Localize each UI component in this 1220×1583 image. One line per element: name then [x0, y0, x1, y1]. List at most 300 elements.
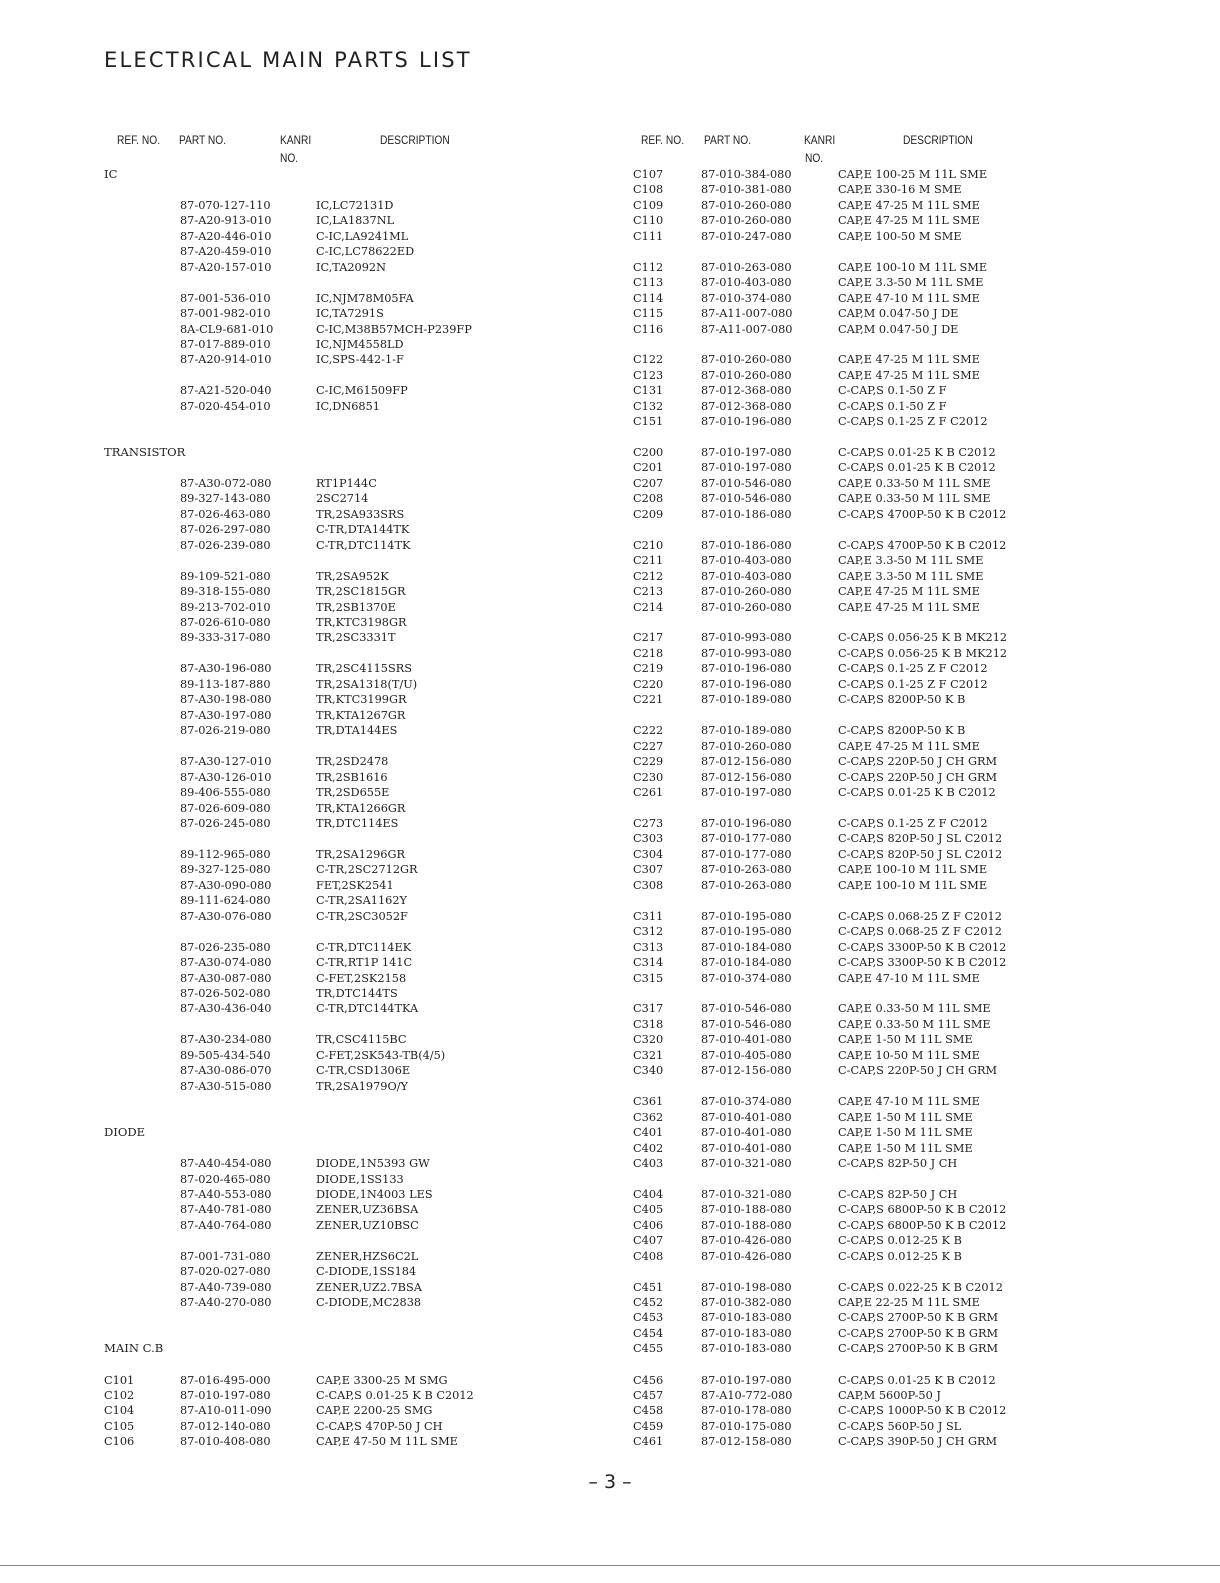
ref-no-cell: C313 — [633, 941, 664, 954]
description-cell: CAP,M 0.047-50 J DE — [838, 323, 959, 336]
part-no-cell: 87-070-127-110 — [180, 199, 271, 212]
ref-no-cell: C458 — [633, 1404, 664, 1417]
part-no-cell: 87-026-610-080 — [180, 616, 271, 629]
part-no-cell: 89-109-521-080 — [180, 570, 271, 583]
description-cell: C-CAP,S 0.01-25 K B C2012 — [316, 1389, 474, 1402]
part-no-cell: 87-010-384-080 — [701, 168, 792, 181]
description-cell: C-CAP,S 0.1-50 Z F — [838, 384, 947, 397]
part-no-cell: 89-327-125-080 — [180, 863, 271, 876]
part-no-cell: 87-A30-197-080 — [180, 709, 272, 722]
description-cell: C-FET,2SK543-TB(4/5) — [316, 1049, 446, 1062]
description-cell: C-TR,RT1P 141C — [316, 956, 413, 969]
ref-no-cell: C102 — [104, 1389, 135, 1402]
part-no-cell: 87-010-183-080 — [701, 1342, 792, 1355]
description-cell: TR,KTC3199GR — [316, 693, 407, 706]
description-cell: C-TR,DTC114EK — [316, 941, 412, 954]
description-cell: C-IC,M38B57MCH-P239FP — [316, 323, 472, 336]
part-no-cell: 87-010-260-080 — [701, 601, 792, 614]
ref-no-cell: C221 — [633, 693, 664, 706]
ref-no-cell: C312 — [633, 925, 664, 938]
ref-no-cell: C220 — [633, 678, 664, 691]
part-no-cell: 87-010-197-080 — [701, 446, 792, 459]
ref-no-cell: C123 — [633, 369, 664, 382]
description-cell: CAP,E 0.33-50 M 11L SME — [838, 1018, 991, 1031]
ref-no-cell: C461 — [633, 1435, 664, 1448]
part-no-cell: 87-010-189-080 — [701, 724, 792, 737]
part-no-cell: 89-111-624-080 — [180, 894, 271, 907]
description-cell: CAP,E 1-50 M 11L SME — [838, 1126, 973, 1139]
ref-no-cell: C303 — [633, 832, 664, 845]
description-cell: C-CAP,S 820P-50 J SL C2012 — [838, 832, 1003, 845]
description-cell: CAP,E 100-50 M SME — [838, 230, 962, 243]
part-no-cell: 89-327-143-080 — [180, 492, 271, 505]
description-cell: CAP,E 2200-25 SMG — [316, 1404, 433, 1417]
part-no-cell: 87-010-546-080 — [701, 1002, 792, 1015]
part-no-cell: 87-010-405-080 — [701, 1049, 792, 1062]
ref-no-cell: C114 — [633, 292, 664, 305]
description-cell: C-TR,2SC2712GR — [316, 863, 418, 876]
part-no-cell: 87-012-140-080 — [180, 1420, 271, 1433]
ref-no-cell: C406 — [633, 1219, 664, 1232]
part-no-cell: 87-010-260-080 — [701, 214, 792, 227]
part-no-cell: 87-A21-520-040 — [180, 384, 272, 397]
ref-no-cell: C317 — [633, 1002, 664, 1015]
part-no-cell: 89-406-555-080 — [180, 786, 271, 799]
ref-no-cell: C340 — [633, 1064, 664, 1077]
part-no-cell: 87-020-454-010 — [180, 400, 271, 413]
description-cell: C-CAP,S 820P-50 J SL C2012 — [838, 848, 1003, 861]
part-no-cell: 87-010-260-080 — [701, 740, 792, 753]
description-cell: CAP,E 3.3-50 M 11L SME — [838, 554, 984, 567]
part-no-cell: 87-012-368-080 — [701, 384, 792, 397]
ref-no-cell: C222 — [633, 724, 664, 737]
part-no-cell: 87-010-408-080 — [180, 1435, 271, 1448]
part-no-cell: 87-A30-074-080 — [180, 956, 272, 969]
ref-no-cell: C457 — [633, 1389, 664, 1402]
ref-no-cell: C456 — [633, 1374, 664, 1387]
description-cell: CAP,E 1-50 M 11L SME — [838, 1111, 973, 1124]
description-cell: TR,2SC3331T — [316, 631, 396, 644]
part-no-cell: 87-016-495-000 — [180, 1374, 271, 1387]
description-cell: CAP,E 3.3-50 M 11L SME — [838, 570, 984, 583]
description-cell: TR,2SB1370E — [316, 601, 396, 614]
description-cell: C-CAP,S 0.1-25 Z F C2012 — [838, 415, 988, 428]
page-title: ELECTRICAL MAIN PARTS LIST — [104, 48, 472, 72]
part-no-cell: 87-010-198-080 — [701, 1281, 792, 1294]
description-cell: CAP,E 1-50 M 11L SME — [838, 1142, 973, 1155]
description-cell: C-CAP,S 6800P-50 K B C2012 — [838, 1219, 1007, 1232]
part-no-cell: 87-026-245-080 — [180, 817, 271, 830]
part-no-cell: 87-A20-913-010 — [180, 214, 272, 227]
description-cell: CAP,E 0.33-50 M 11L SME — [838, 477, 991, 490]
ref-no-cell: C201 — [633, 461, 664, 474]
part-no-cell: 87-010-247-080 — [701, 230, 792, 243]
description-cell: C-CAP,S 8200P-50 K B — [838, 724, 966, 737]
description-cell: DIODE,1N4003 LES — [316, 1188, 433, 1201]
part-no-cell: 8A-CL9-681-010 — [180, 323, 274, 336]
ref-no-cell: C455 — [633, 1342, 664, 1355]
description-cell: CAP,E 330-16 M SME — [838, 183, 962, 196]
description-cell: CAP,E 47-50 M 11L SME — [316, 1435, 458, 1448]
part-no-cell: 87-A30-087-080 — [180, 972, 272, 985]
description-cell: CAP,E 47-25 M 11L SME — [838, 199, 980, 212]
ref-no-cell: C311 — [633, 910, 664, 923]
header-ref-no: REF. NO. — [117, 133, 161, 147]
part-no-cell: 87-001-982-010 — [180, 307, 271, 320]
ref-no-cell: C230 — [633, 771, 664, 784]
part-no-cell: 87-A30-436-040 — [180, 1002, 272, 1015]
description-cell: DIODE,1N5393 GW — [316, 1157, 430, 1170]
ref-no-cell: C320 — [633, 1033, 664, 1046]
description-cell: CAP,E 100-10 M 11L SME — [838, 879, 988, 892]
ref-no-cell: C101 — [104, 1374, 135, 1387]
ref-no-cell: C318 — [633, 1018, 664, 1031]
part-no-cell: 87-026-463-080 — [180, 508, 271, 521]
ref-no-cell: C209 — [633, 508, 664, 521]
description-cell: C-CAP,S 220P-50 J CH GRM — [838, 1064, 998, 1077]
part-no-cell: 87-A20-157-010 — [180, 261, 272, 274]
ref-no-cell: C315 — [633, 972, 664, 985]
ref-no-cell: C453 — [633, 1311, 664, 1324]
ref-no-cell: C454 — [633, 1327, 664, 1340]
part-no-cell: 87-012-156-080 — [701, 755, 792, 768]
part-no-cell: 87-A30-076-080 — [180, 910, 272, 923]
ref-no-cell: C107 — [633, 168, 664, 181]
part-no-cell: 87-A20-914-010 — [180, 353, 272, 366]
part-no-cell: 87-A30-086-070 — [180, 1064, 272, 1077]
ref-no-cell: C403 — [633, 1157, 664, 1170]
description-cell: C-CAP,S 1000P-50 K B C2012 — [838, 1404, 1007, 1417]
description-cell: C-FET,2SK2158 — [316, 972, 407, 985]
ref-no-cell: C210 — [633, 539, 664, 552]
ref-no-cell: C105 — [104, 1420, 135, 1433]
ref-no-cell: C109 — [633, 199, 664, 212]
part-no-cell: 87-010-403-080 — [701, 276, 792, 289]
part-no-cell: 87-010-189-080 — [701, 693, 792, 706]
description-cell: IC,NJM78M05FA — [316, 292, 414, 305]
ref-no-cell: C112 — [633, 261, 664, 274]
description-cell: C-CAP,S 0.1-50 Z F — [838, 400, 947, 413]
description-cell: TR,KTA1266GR — [316, 802, 406, 815]
ref-no-cell: C308 — [633, 879, 664, 892]
ref-no-cell: DIODE — [104, 1125, 146, 1139]
part-no-cell: 87-010-188-080 — [701, 1203, 792, 1216]
part-no-cell: 87-A40-739-080 — [180, 1281, 272, 1294]
description-cell: IC,LC72131D — [316, 199, 394, 212]
description-cell: TR,2SC1815GR — [316, 585, 406, 598]
ref-no-cell: MAIN C.B — [104, 1341, 164, 1355]
description-cell: CAP,E 100-10 M 11L SME — [838, 863, 988, 876]
part-no-cell: 87-026-235-080 — [180, 941, 271, 954]
description-cell: C-CAP,S 3300P-50 K B C2012 — [838, 941, 1007, 954]
ref-no-cell: C211 — [633, 554, 664, 567]
part-no-cell: 87-A10-772-080 — [701, 1389, 793, 1402]
description-cell: CAP,E 47-25 M 11L SME — [838, 353, 980, 366]
description-cell: C-CAP,S 6800P-50 K B C2012 — [838, 1203, 1007, 1216]
part-no-cell: 87-A30-127-010 — [180, 755, 272, 768]
part-no-cell: 87-A40-781-080 — [180, 1203, 272, 1216]
ref-no-cell: C110 — [633, 214, 664, 227]
part-no-cell: 87-010-197-080 — [701, 1374, 792, 1387]
part-no-cell: 87-012-158-080 — [701, 1435, 792, 1448]
description-cell: TR,2SA1296GR — [316, 848, 405, 861]
part-no-cell: 89-112-965-080 — [180, 848, 271, 861]
part-no-cell: 87-010-260-080 — [701, 199, 792, 212]
part-no-cell: 87-010-260-080 — [701, 353, 792, 366]
description-cell: TR,2SA933SRS — [316, 508, 405, 521]
bottom-divider — [0, 1565, 1220, 1566]
description-cell: TR,2SC4115SRS — [316, 662, 412, 675]
part-no-cell: 87-012-156-080 — [701, 771, 792, 784]
part-no-cell: 87-A40-553-080 — [180, 1188, 272, 1201]
description-cell: C-CAP,S 560P-50 J SL — [838, 1420, 962, 1433]
description-cell: CAP,E 0.33-50 M 11L SME — [838, 492, 991, 505]
description-cell: TR,2SA1979O/Y — [316, 1080, 408, 1093]
part-no-cell: 87-A30-090-080 — [180, 879, 272, 892]
ref-no-cell: IC — [104, 167, 118, 181]
part-no-cell: 87-010-546-080 — [701, 477, 792, 490]
header-part-no: PART NO. — [179, 133, 227, 147]
part-no-cell: 87-A11-007-080 — [701, 323, 793, 336]
description-cell: IC,NJM4558LD — [316, 338, 404, 351]
page-number: – 3 – — [588, 1471, 632, 1493]
description-cell: ZENER,UZ36BSA — [316, 1203, 419, 1216]
header-kanri-no: NO. — [805, 151, 824, 165]
part-no-cell: 87-010-401-080 — [701, 1142, 792, 1155]
description-cell: C-CAP,S 2700P-50 K B GRM — [838, 1342, 999, 1355]
part-no-cell: 87-010-186-080 — [701, 508, 792, 521]
ref-no-cell: C113 — [633, 276, 664, 289]
part-no-cell: 87-010-197-080 — [701, 461, 792, 474]
description-cell: CAP,M 5600P-50 J — [838, 1389, 941, 1402]
description-cell: ZENER,UZ10BSC — [316, 1219, 419, 1232]
part-no-cell: 87-010-403-080 — [701, 554, 792, 567]
part-no-cell: 87-010-401-080 — [701, 1111, 792, 1124]
ref-no-cell: C108 — [633, 183, 664, 196]
part-no-cell: 87-A40-764-080 — [180, 1219, 272, 1232]
description-cell: ZENER,UZ2.7BSA — [316, 1281, 422, 1294]
part-no-cell: 87-A20-446-010 — [180, 230, 272, 243]
part-no-cell: 87-010-263-080 — [701, 261, 792, 274]
description-cell: CAP,E 47-25 M 11L SME — [838, 601, 980, 614]
description-cell: C-CAP,S 0.01-25 K B C2012 — [838, 786, 996, 799]
description-cell: C-CAP,S 4700P-50 K B C2012 — [838, 539, 1007, 552]
description-cell: C-CAP,S 0.068-25 Z F C2012 — [838, 925, 1002, 938]
part-no-cell: 87-010-177-080 — [701, 848, 792, 861]
ref-no-cell: C408 — [633, 1250, 664, 1263]
ref-no-cell: C361 — [633, 1095, 664, 1108]
ref-no-cell: C200 — [633, 446, 664, 459]
ref-no-cell: C405 — [633, 1203, 664, 1216]
part-no-cell: 87-010-374-080 — [701, 1095, 792, 1108]
description-cell: CAP,E 47-10 M 11L SME — [838, 1095, 980, 1108]
part-no-cell: 87-010-197-080 — [180, 1389, 271, 1402]
part-no-cell: 87-001-731-080 — [180, 1250, 271, 1263]
ref-no-cell: C208 — [633, 492, 664, 505]
description-cell: C-CAP,S 0.012-25 K B — [838, 1234, 962, 1247]
description-cell: CAP,E 100-10 M 11L SME — [838, 261, 988, 274]
description-cell: TR,2SD2478 — [316, 755, 389, 768]
description-cell: TR,2SA952K — [316, 570, 389, 583]
header-description: DESCRIPTION — [380, 133, 450, 147]
description-cell: TR,KTC3198GR — [316, 616, 407, 629]
part-no-cell: 87-A10-011-090 — [180, 1404, 272, 1417]
description-cell: C-CAP,S 0.022-25 K B C2012 — [838, 1281, 1003, 1294]
ref-no-cell: C451 — [633, 1281, 664, 1294]
part-no-cell: 87-010-374-080 — [701, 972, 792, 985]
description-cell: IC,TA2092N — [316, 261, 387, 274]
description-cell: TR,2SA1318(T/U) — [316, 678, 418, 691]
ref-no-cell: TRANSISTOR — [104, 445, 186, 459]
part-no-cell: 87-010-188-080 — [701, 1219, 792, 1232]
description-cell: RT1P144C — [316, 477, 377, 490]
ref-no-cell: C402 — [633, 1142, 664, 1155]
part-no-cell: 87-A30-515-080 — [180, 1080, 272, 1093]
part-no-cell: 87-010-196-080 — [701, 415, 792, 428]
part-no-cell: 87-026-609-080 — [180, 802, 271, 815]
part-no-cell: 87-010-196-080 — [701, 817, 792, 830]
ref-no-cell: C132 — [633, 400, 664, 413]
ref-no-cell: C304 — [633, 848, 664, 861]
ref-no-cell: C404 — [633, 1188, 664, 1201]
part-no-cell: 87-010-401-080 — [701, 1126, 792, 1139]
description-cell: C-TR,2SA1162Y — [316, 894, 407, 907]
header-description: DESCRIPTION — [903, 133, 973, 147]
ref-no-cell: C229 — [633, 755, 664, 768]
description-cell: CAP,E 47-10 M 11L SME — [838, 292, 980, 305]
part-no-cell: 87-010-426-080 — [701, 1250, 792, 1263]
description-cell: TR,DTC114ES — [316, 817, 399, 830]
ref-no-cell: C314 — [633, 956, 664, 969]
part-no-cell: 87-010-382-080 — [701, 1296, 792, 1309]
ref-no-cell: C131 — [633, 384, 664, 397]
header-ref-no: REF. NO. — [641, 133, 685, 147]
description-cell: C-DIODE,MC2838 — [316, 1296, 422, 1309]
description-cell: TR,2SB1616 — [316, 771, 388, 784]
part-no-cell: 87-A30-234-080 — [180, 1033, 272, 1046]
description-cell: CAP,E 47-25 M 11L SME — [838, 740, 980, 753]
part-no-cell: 87-020-027-080 — [180, 1265, 271, 1278]
description-cell: C-IC,M61509FP — [316, 384, 408, 397]
description-cell: C-IC,LC78622ED — [316, 245, 415, 258]
description-cell: C-CAP,S 82P-50 J CH — [838, 1188, 958, 1201]
description-cell: C-CAP,S 0.068-25 Z F C2012 — [838, 910, 1002, 923]
part-no-cell: 87-026-239-080 — [180, 539, 271, 552]
part-no-cell: 87-A30-126-010 — [180, 771, 272, 784]
description-cell: C-TR,DTA144TK — [316, 523, 410, 536]
part-no-cell: 87-010-993-080 — [701, 647, 792, 660]
header-kanri: KANRI — [280, 133, 312, 147]
description-cell: C-CAP,S 0.01-25 K B C2012 — [838, 461, 996, 474]
description-cell: CAP,M 0.047-50 J DE — [838, 307, 959, 320]
ref-no-cell: C401 — [633, 1126, 664, 1139]
description-cell: ZENER,HZS6C2L — [316, 1250, 419, 1263]
part-no-cell: 87-010-197-080 — [701, 786, 792, 799]
part-no-cell: 87-026-297-080 — [180, 523, 271, 536]
ref-no-cell: C218 — [633, 647, 664, 660]
description-cell: C-CAP,S 0.012-25 K B — [838, 1250, 962, 1263]
part-no-cell: 87-A30-198-080 — [180, 693, 272, 706]
description-cell: TR,2SD655E — [316, 786, 390, 799]
description-cell: C-TR,DTC114TK — [316, 539, 411, 552]
part-no-cell: 87-A30-196-080 — [180, 662, 272, 675]
ref-no-cell: C362 — [633, 1111, 664, 1124]
part-no-cell: 87-010-196-080 — [701, 678, 792, 691]
description-cell: C-CAP,S 0.01-25 K B C2012 — [838, 446, 996, 459]
part-no-cell: 87-010-195-080 — [701, 925, 792, 938]
description-cell: CAP,E 47-25 M 11L SME — [838, 369, 980, 382]
description-cell: CAP,E 3300-25 M SMG — [316, 1374, 448, 1387]
description-cell: IC,TA7291S — [316, 307, 384, 320]
description-cell: TR,DTC144TS — [316, 987, 398, 1000]
description-cell: CAP,E 47-25 M 11L SME — [838, 585, 980, 598]
part-no-cell: 87-A20-459-010 — [180, 245, 272, 258]
description-cell: CAP,E 0.33-50 M 11L SME — [838, 1002, 991, 1015]
description-cell: C-CAP,S 0.1-25 Z F C2012 — [838, 817, 988, 830]
description-cell: CAP,E 10-50 M 11L SME — [838, 1049, 980, 1062]
part-no-cell: 87-A40-270-080 — [180, 1296, 272, 1309]
part-no-cell: 87-010-260-080 — [701, 585, 792, 598]
part-no-cell: 87-010-263-080 — [701, 863, 792, 876]
part-no-cell: 87-010-196-080 — [701, 662, 792, 675]
part-no-cell: 87-012-368-080 — [701, 400, 792, 413]
ref-no-cell: C307 — [633, 863, 664, 876]
description-cell: C-IC,LA9241ML — [316, 230, 409, 243]
description-cell: C-CAP,S 470P-50 J CH — [316, 1420, 443, 1433]
part-no-cell: 87-010-178-080 — [701, 1404, 792, 1417]
description-cell: TR,DTA144ES — [316, 724, 398, 737]
part-no-cell: 87-012-156-080 — [701, 1064, 792, 1077]
description-cell: DIODE,1SS133 — [316, 1173, 404, 1186]
description-cell: IC,LA1837NL — [316, 214, 395, 227]
description-cell: CAP,E 1-50 M 11L SME — [838, 1033, 973, 1046]
description-cell: C-CAP,S 220P-50 J CH GRM — [838, 755, 998, 768]
description-cell: CAP,E 3.3-50 M 11L SME — [838, 276, 984, 289]
ref-no-cell: C321 — [633, 1049, 664, 1062]
description-cell: C-CAP,S 0.056-25 K B MK212 — [838, 647, 1008, 660]
header-kanri-no: NO. — [280, 151, 299, 165]
part-no-cell: 87-010-184-080 — [701, 941, 792, 954]
part-no-cell: 89-113-187-880 — [180, 678, 271, 691]
description-cell: C-CAP,S 4700P-50 K B C2012 — [838, 508, 1007, 521]
part-no-cell: 87-010-403-080 — [701, 570, 792, 583]
part-no-cell: 87-010-186-080 — [701, 539, 792, 552]
description-cell: CAP,E 47-25 M 11L SME — [838, 214, 980, 227]
description-cell: IC,SPS-442-1-F — [316, 353, 404, 366]
ref-no-cell: C111 — [633, 230, 664, 243]
part-no-cell: 87-A30-072-080 — [180, 477, 272, 490]
ref-no-cell: C407 — [633, 1234, 664, 1247]
ref-no-cell: C115 — [633, 307, 664, 320]
ref-no-cell: C273 — [633, 817, 664, 830]
ref-no-cell: C207 — [633, 477, 664, 490]
description-cell: C-CAP,S 220P-50 J CH GRM — [838, 771, 998, 784]
part-no-cell: 89-505-434-540 — [180, 1049, 271, 1062]
part-no-cell: 87-001-536-010 — [180, 292, 271, 305]
ref-no-cell: C212 — [633, 570, 664, 583]
description-cell: C-TR,DTC144TKA — [316, 1002, 419, 1015]
description-cell: CAP,E 100-25 M 11L SME — [838, 168, 988, 181]
part-no-cell: 87-010-177-080 — [701, 832, 792, 845]
part-no-cell: 87-010-993-080 — [701, 631, 792, 644]
part-no-cell: 89-213-702-010 — [180, 601, 271, 614]
description-cell: C-CAP,S 390P-50 J CH GRM — [838, 1435, 998, 1448]
ref-no-cell: C214 — [633, 601, 664, 614]
description-cell: C-CAP,S 8200P-50 K B — [838, 693, 966, 706]
ref-no-cell: C106 — [104, 1435, 135, 1448]
part-no-cell: 89-333-317-080 — [180, 631, 271, 644]
part-no-cell: 87-010-374-080 — [701, 292, 792, 305]
